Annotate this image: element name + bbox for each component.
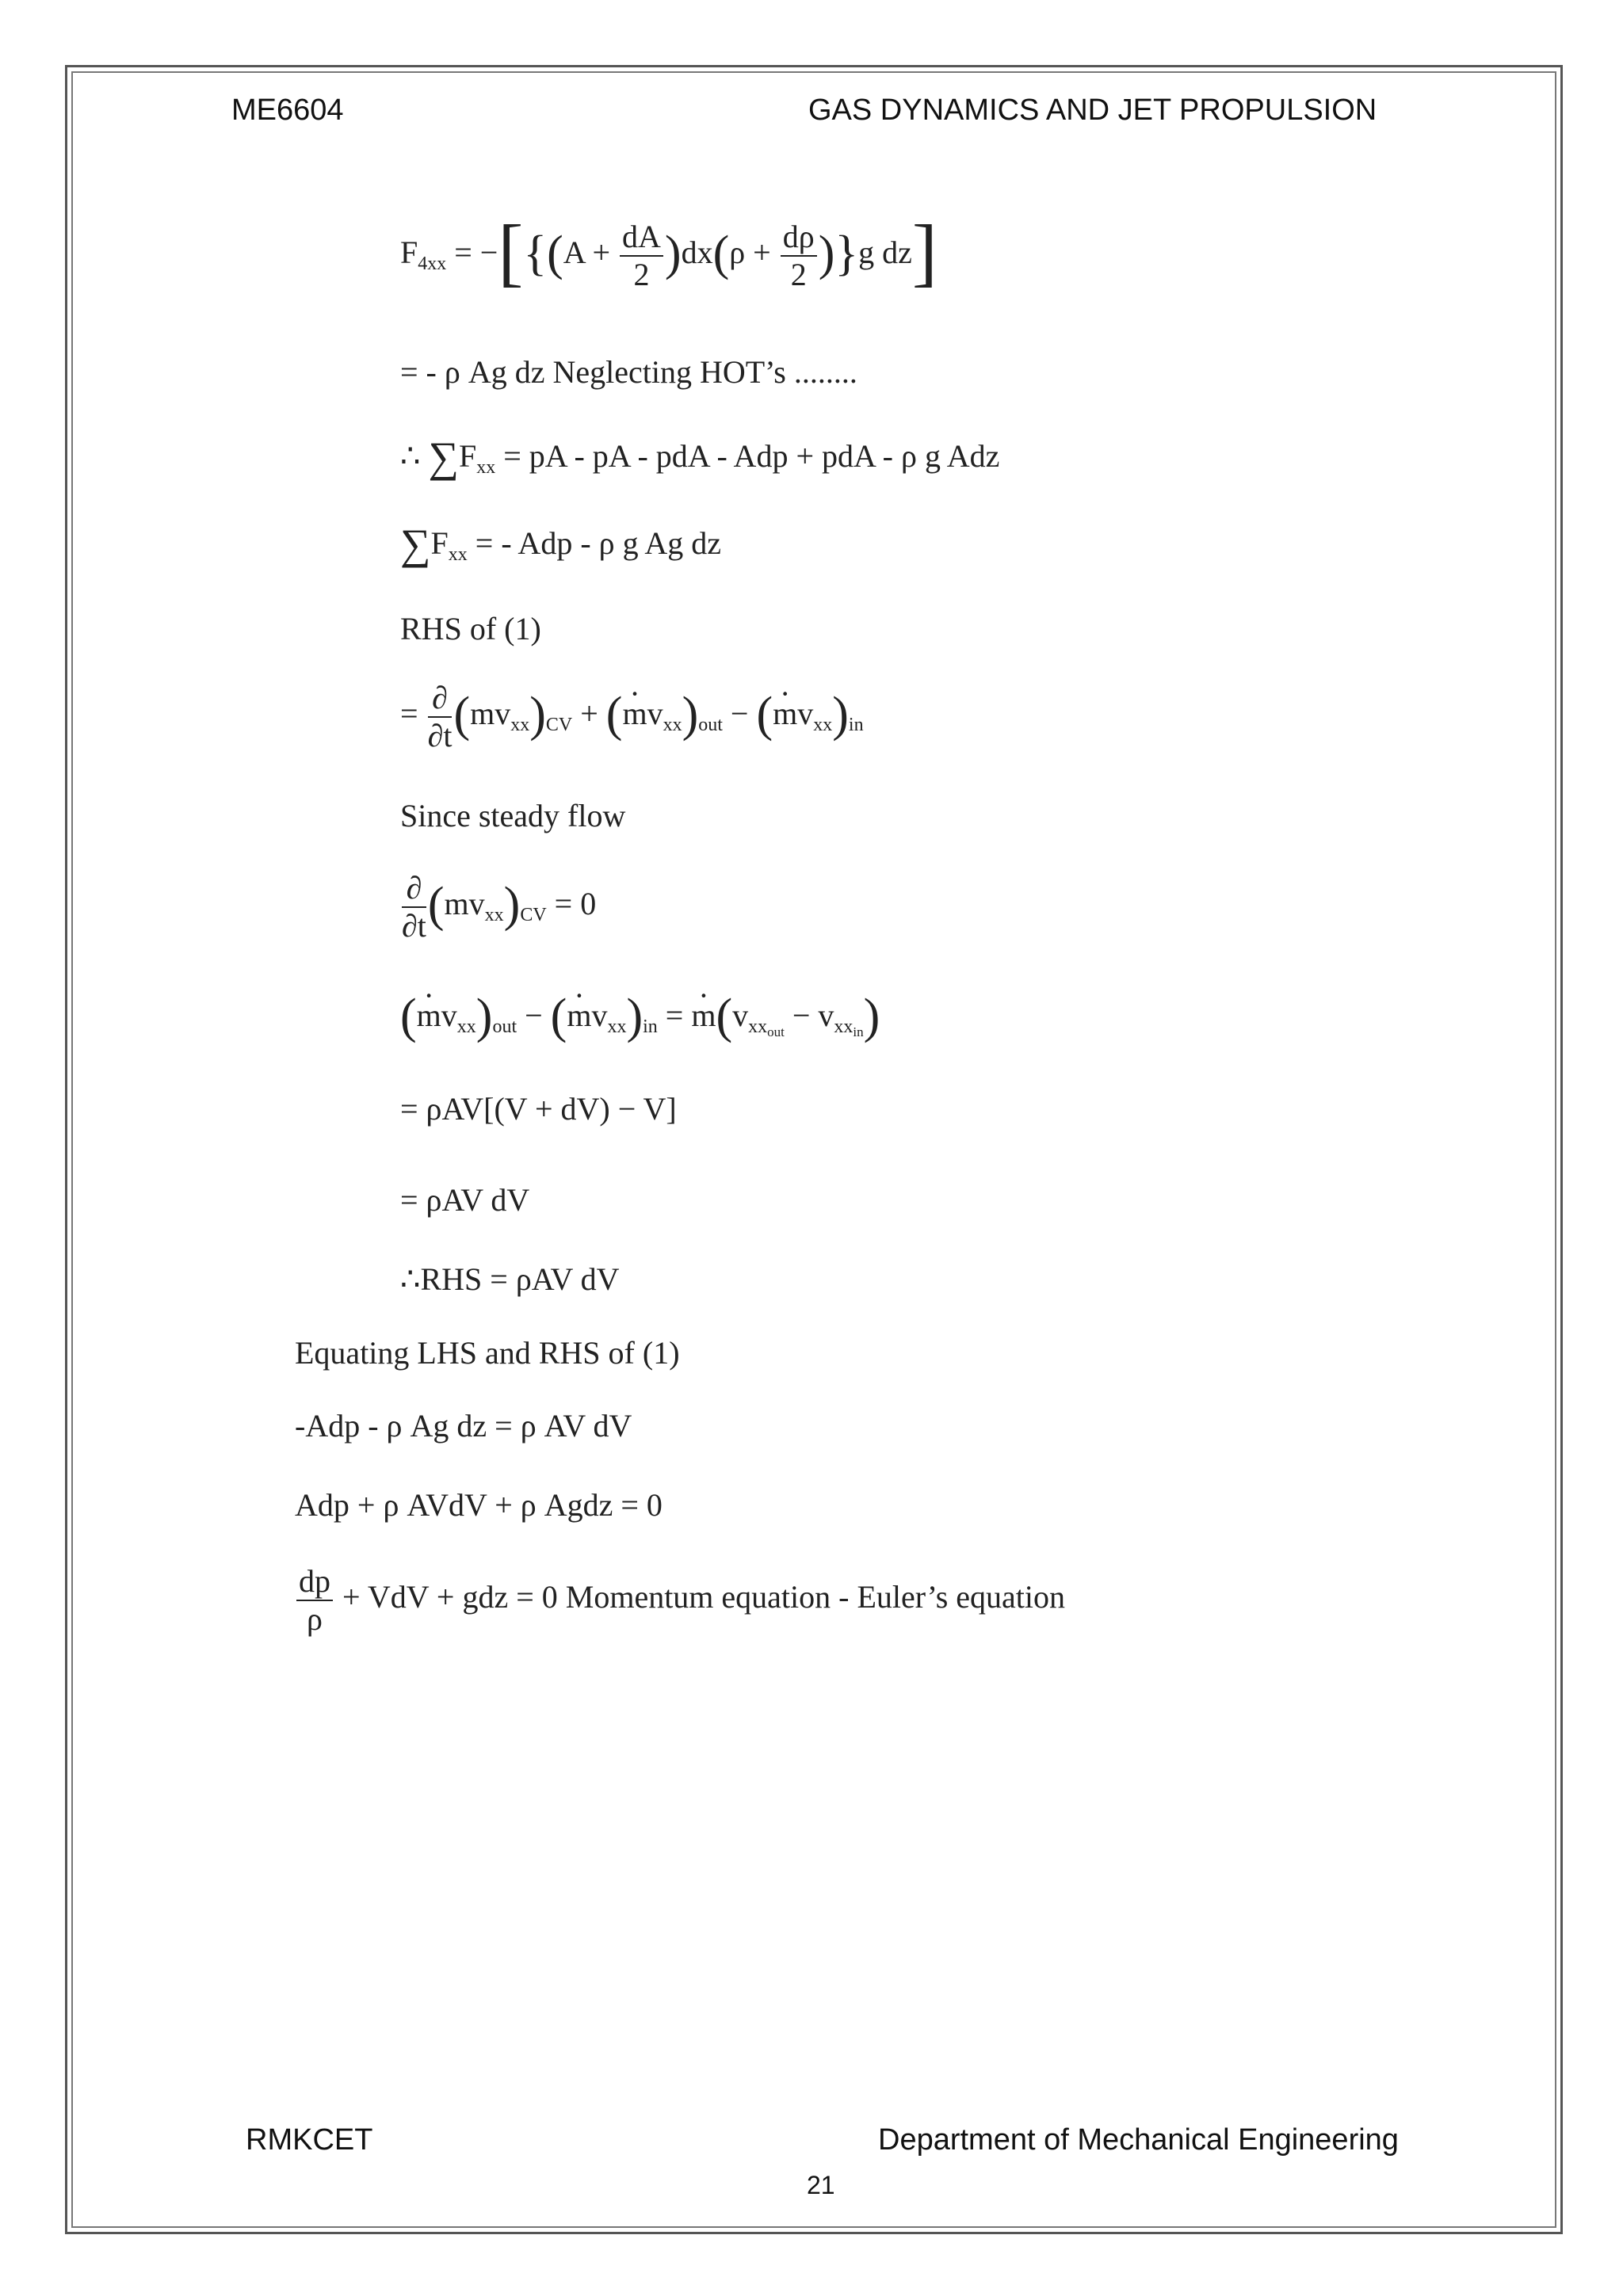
equation-sum-fxx-expanded: ∴ $\sum F_{xx}$ = pA - pA - pdA - Adp + pdA - ρ g Adz: [400, 433, 1000, 481]
euler-equation-text: + VdV + gdz = 0 Momentum equation - Euler’s equation: [342, 1579, 1065, 1615]
equating-label: Equating LHS and RHS of (1): [295, 1335, 680, 1371]
equation-rhs-result: ∴RHS = ρAV dV: [400, 1261, 620, 1297]
sum-fxx-simplified-rhs: - Adp - ρ g Ag dz: [501, 525, 722, 561]
equation-equated: -Adp - ρ Ag dz = ρ AV dV: [295, 1408, 632, 1444]
header-course-title: GAS DYNAMICS AND JET PROPULSION: [808, 93, 1377, 127]
page-number: 21: [807, 2171, 835, 2199]
sum-fxx-expanded-rhs: pA - pA - pdA - Adp + pdA - ρ g Adz: [529, 438, 1000, 474]
equation-rho-av-dv: = ρAV dV: [400, 1182, 530, 1218]
equation-rearranged: Adp + ρ AVdV + ρ Agdz = 0: [295, 1487, 663, 1523]
equation-rho-av-bracket: = ρAV[(V + dV) − V]: [400, 1091, 677, 1127]
equation-momentum-flux: (· $mv_{xx})_{out}$ − (· $mv_{xx})_{in}$ = · $m(v_{xx_{out}} - v_{xx_{in}})$: [400, 992, 880, 1041]
equation-sum-fxx-simplified: $\sum F_{xx}$ = - Adp - ρ g Ag dz: [400, 521, 722, 568]
equation-rhs-momentum: = $\frac{\partial}{\partial t}$ $(mv_{xx})_{CV}$ + (· $mv_{xx})_{out}$ − (· $mv_{xx})_{in}$: [400, 681, 864, 753]
header-course-code: ME6604: [231, 93, 344, 127]
footer-institution: RMKCET: [246, 2123, 373, 2157]
equation-euler: $\frac{dp}{\rho}$ + VdV + gdz = 0 Momentum equation - Euler’s equation: [295, 1565, 1065, 1636]
rhs-of-1-label: RHS of (1): [400, 611, 541, 646]
footer-department: Department of Mechanical Engineering: [878, 2123, 1399, 2157]
equation-steady-derivative: $\frac{\partial}{\partial t}$ $(mv_{xx})_{CV} = 0$: [402, 870, 597, 944]
steady-flow-label: Since steady flow: [400, 798, 626, 833]
page-border-inner: [71, 71, 1556, 2228]
equation-neglecting-hot: = - ρ Ag dz Neglecting HOT’s ........: [400, 354, 857, 390]
equation-f4xx: $F_{4xx} = -[\{(A$ + $\frac{dA}{2}$ )dx(ρ + $\frac{d\rho}{2}$ )}g dz]: [400, 209, 938, 294]
